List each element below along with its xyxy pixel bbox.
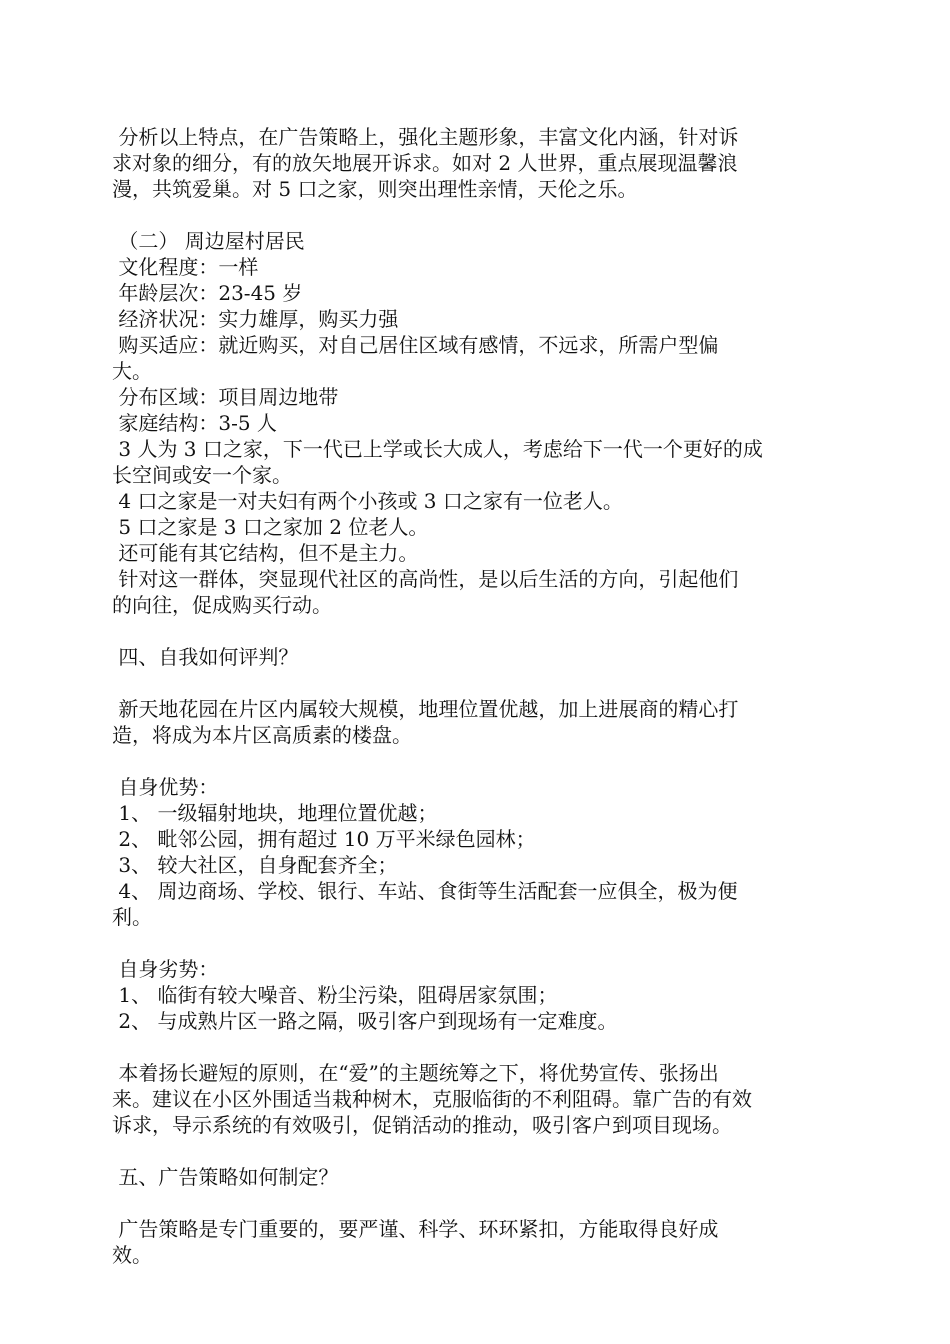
text-line: 5 口之家是 3 口之家加 2 位老人。: [112, 515, 429, 539]
text-line: 长空间或安一个家。: [112, 463, 292, 487]
text-line: 造，将成为本片区高质素的楼盘。: [112, 723, 412, 747]
text-line: 购买适应：就近购买，对自己居住区域有感情，不远求，所需户型偏: [112, 333, 719, 357]
text-line: 漫，共筑爱巢。对 5 口之家，则突出理性亲情，天伦之乐。: [112, 177, 638, 201]
text-line: 针对这一群体，突显现代社区的高尚性，是以后生活的方向，引起他们: [112, 567, 739, 591]
text-line: 的向往，促成购买行动。: [112, 593, 332, 617]
text-line: 分布区域：项目周边地带: [112, 385, 339, 409]
text-line: 自身劣势：: [112, 957, 219, 981]
list-item: 1、 一级辐射地块，地理位置优越；: [112, 801, 438, 825]
text-line: 来。建议在小区外围适当栽种树木，克服临街的不利阻碍。靠广告的有效: [112, 1087, 752, 1111]
text-line: 年龄层次：23-45 岁: [112, 281, 303, 305]
text-line: 3 人为 3 口之家，下一代已上学或长大成人，考虑给下一代一个更好的成: [112, 437, 763, 461]
text-line: 自身优势：: [112, 775, 219, 799]
text-line: 分析以上特点，在广告策略上，强化主题形象，丰富文化内涵，针对诉: [112, 125, 739, 149]
text-line: 利。: [112, 905, 152, 929]
section-heading: （二） 周边屋村居民: [112, 229, 305, 253]
text-line: 4 口之家是一对夫妇有两个小孩或 3 口之家有一位老人。: [112, 489, 623, 513]
text-line: 还可能有其它结构，但不是主力。: [112, 541, 419, 565]
text-line: 大。: [112, 359, 152, 383]
section-heading: 四、自我如何评判？: [112, 645, 299, 669]
list-item: 1、 临街有较大噪音、粉尘污染，阻碍居家氛围；: [112, 983, 558, 1007]
list-item: 2、 与成熟片区一路之隔，吸引客户到现场有一定难度。: [112, 1009, 618, 1033]
text-line: 求对象的细分，有的放矢地展开诉求。如对 2 人世界，重点展现温馨浪: [112, 151, 738, 175]
text-line: 经济状况：实力雄厚，购买力强: [112, 307, 399, 331]
list-item: 4、 周边商场、学校、银行、车站、食街等生活配套一应俱全，极为便: [112, 879, 738, 903]
list-item: 3、 较大社区，自身配套齐全；: [112, 853, 398, 877]
text-line: 广告策略是专门重要的，要严谨、科学、环环紧扣，方能取得良好成: [112, 1217, 719, 1241]
text-line: 效。: [112, 1243, 152, 1267]
text-line: 诉求，导示系统的有效吸引，促销活动的推动，吸引客户到项目现场。: [112, 1113, 732, 1137]
text-line: 家庭结构：3-5 人: [112, 411, 277, 435]
list-item: 2、 毗邻公园，拥有超过 10 万平米绿色园林；: [112, 827, 536, 851]
text-line: 新天地花园在片区内属较大规模，地理位置优越，加上进展商的精心打: [112, 697, 739, 721]
text-line: 文化程度：一样: [112, 255, 259, 279]
section-heading: 五、广告策略如何制定？: [112, 1165, 339, 1189]
text-line: 本着扬长避短的原则，在“爱”的主题统筹之下，将优势宣传、张扬出: [112, 1061, 719, 1085]
